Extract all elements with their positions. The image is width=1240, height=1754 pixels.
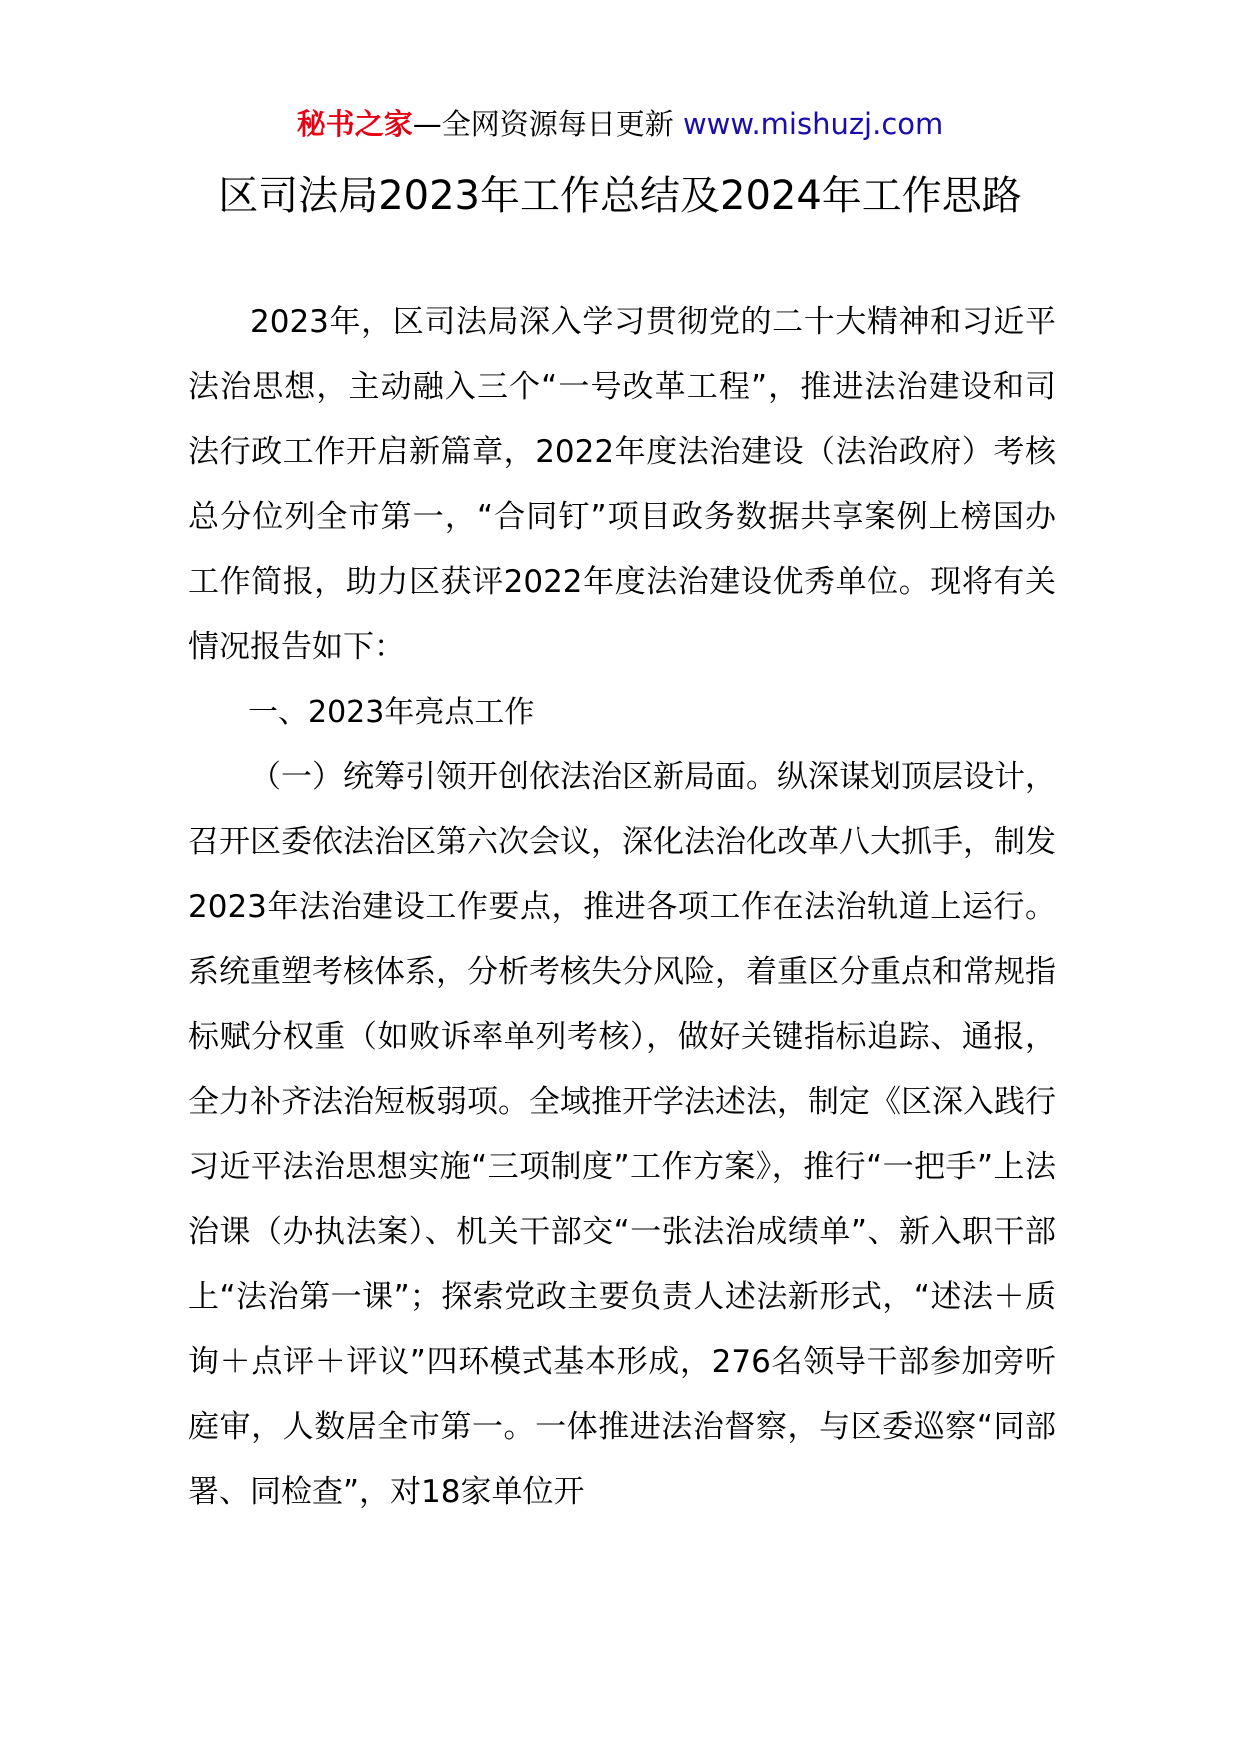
site-header bbox=[0, 104, 1240, 144]
document-body bbox=[188, 290, 1056, 1525]
brand-name: 秘书之家 bbox=[296, 107, 413, 141]
document-title: 区司法局2023年工作总结及2024年工作思路 bbox=[218, 173, 1022, 219]
site-url-link[interactable]: www.mishuzj.com bbox=[682, 107, 944, 141]
section-heading: 一、2023年亮点工作 bbox=[248, 695, 535, 730]
header-tagline: —全网资源每日更新 bbox=[412, 107, 674, 141]
paragraph-section-1: （一）统筹引领开创依法治区新局面。纵深谋划顶层设计，召开区委依法治区第六次会议，深化法治化改革八大抓手，制发2023年法治建设工作要点，推进各项工作在法治轨道上运行。系统重塑考核体系，分析考核失分风险，着重区分重点和常规指标赋分权重（如败诉率单列考核），做好关键指标追踪、通报，全力补齐法治短板弱项。全域推开学法述法，制定《区深入践行习近平法治思想实施“三项制度”工作方案》，推行“一把手”上法治课（办执法案）、机关干部交“一张法治成绩单”、新入职干部上“法治第一课”；探索党政主要负责人述法新形式，“述法＋质询＋点评＋评议”四环模式基本形成，276名领导干部参加旁听庭审，人数居全市第一。一体推进法治督察，与区委巡察“同部署、同检查”，对18家单位开 bbox=[188, 759, 1056, 1510]
paragraph-intro: 2023年，区司法局深入学习贯彻党的二十大精神和习近平法治思想，主动融入三个“一号改革工程”，推进法治建设和司法行政工作开启新篇章，2022年度法治建设（法治政府）考核总分位列全市第一，“合同钉”项目政务数据共享案例上榜国办工作简报，助力区获评2022年度法治建设优秀单位。现将有关情况报告如下： bbox=[188, 304, 1056, 665]
